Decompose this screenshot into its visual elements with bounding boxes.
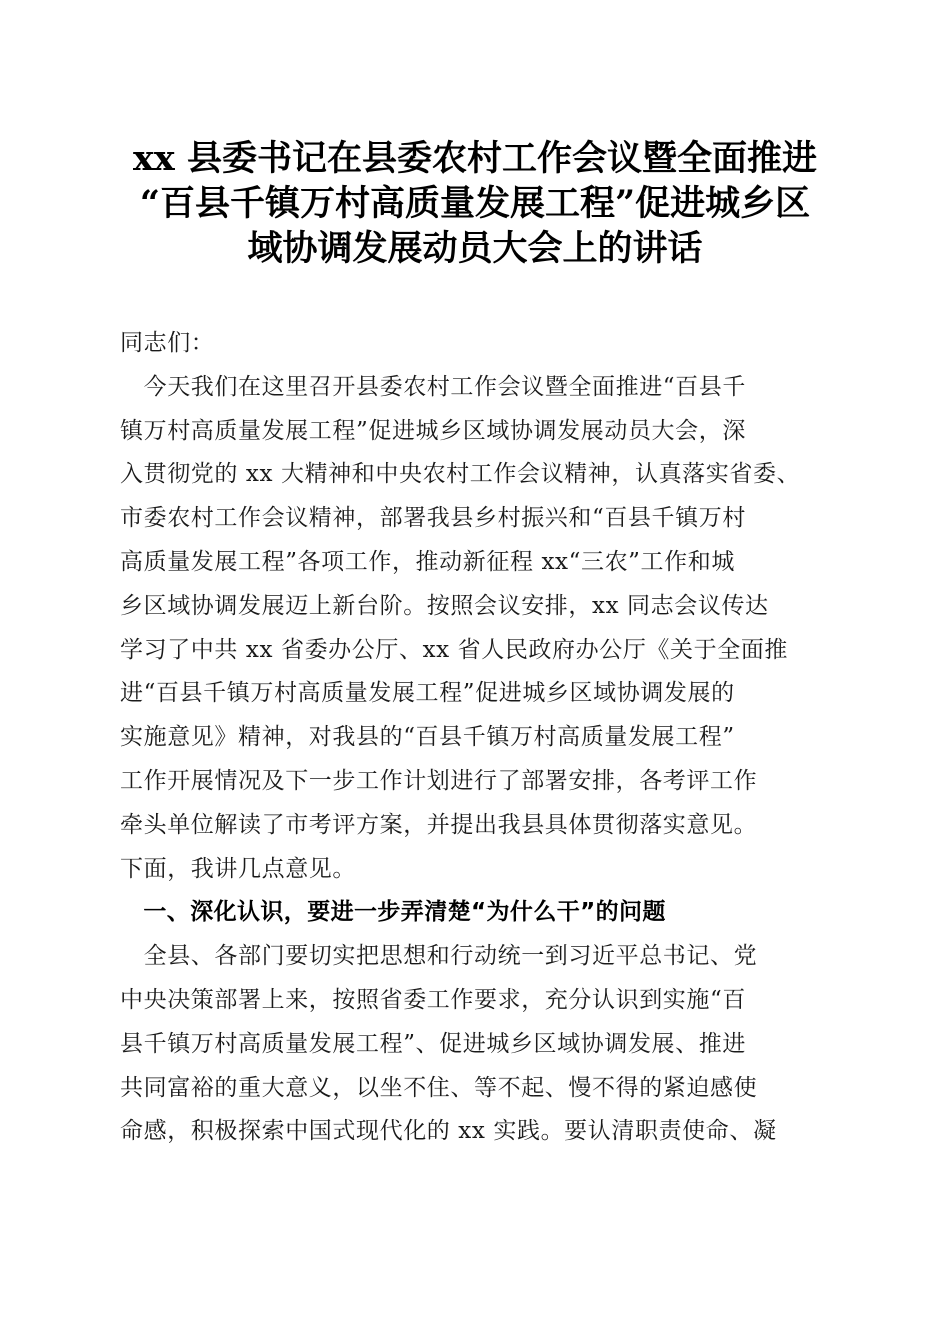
section-heading: 一、深化认识，要进一步弄清楚“为什么干”的问题: [120, 899, 666, 926]
paragraph-line: 工作开展情况及下一步工作计划进行了部署安排，各考评工作: [120, 767, 758, 794]
title-line-1: xx 县委书记在县委农村工作会议暨全面推进: [133, 138, 817, 179]
paragraph-line: 命感，积极探索中国式现代化的 xx 实践。要认清职责使命、凝: [120, 1118, 777, 1145]
salutation: 同志们：: [120, 330, 215, 356]
paragraph-line: 牵头单位解读了市考评方案，并提出我县具体贯彻落实意见。: [120, 811, 758, 838]
paragraph-line: 实施意见》精神，对我县的“百县千镇万村高质量发展工程”: [120, 724, 735, 751]
document-title: [100, 136, 850, 271]
paragraph-line: 进“百县千镇万村高质量发展工程”促进城乡区域协调发展的: [120, 680, 735, 707]
paragraph-line: 今天我们在这里召开县委农村工作会议暨全面推进“百县千: [120, 373, 746, 400]
paragraph-line: 入贯彻党的 xx 大精神和中央农村工作会议精神，认真落实省委、: [120, 461, 801, 488]
paragraph-line: 市委农村工作会议精神，部署我县乡村振兴和“百县千镇万村: [120, 505, 746, 532]
paragraph-line: 共同富裕的重大意义，以坐不住、等不起、慢不得的紧迫感使: [120, 1074, 758, 1101]
paragraph-line: 镇万村高质量发展工程”促进城乡区域协调发展动员大会，深: [120, 417, 746, 444]
title-line-3: 域协调发展动员大会上的讲话: [247, 228, 703, 269]
paragraph-line: 下面，我讲几点意见。: [120, 855, 356, 882]
paragraph-line: 乡区域协调发展迈上新台阶。按照会议安排，xx 同志会议传达: [120, 592, 769, 619]
paragraph-line: 县千镇万村高质量发展工程”、促进城乡区域协调发展、推进: [120, 1030, 746, 1057]
document-body: [120, 322, 834, 1154]
paragraph-line: 学习了中共 xx 省委办公厅、xx 省人民政府办公厅《关于全面推: [120, 636, 789, 663]
title-line-2: “百县千镇万村高质量发展工程”促进城乡区: [139, 183, 811, 224]
paragraph-line: 全县、各部门要切实把思想和行动统一到习近平总书记、党: [120, 943, 758, 970]
paragraph-line: 高质量发展工程”各项工作，推动新征程 xx“三农”工作和城: [120, 548, 735, 575]
paragraph-line: 中央决策部署上来，按照省委工作要求，充分认识到实施“百: [120, 986, 746, 1013]
